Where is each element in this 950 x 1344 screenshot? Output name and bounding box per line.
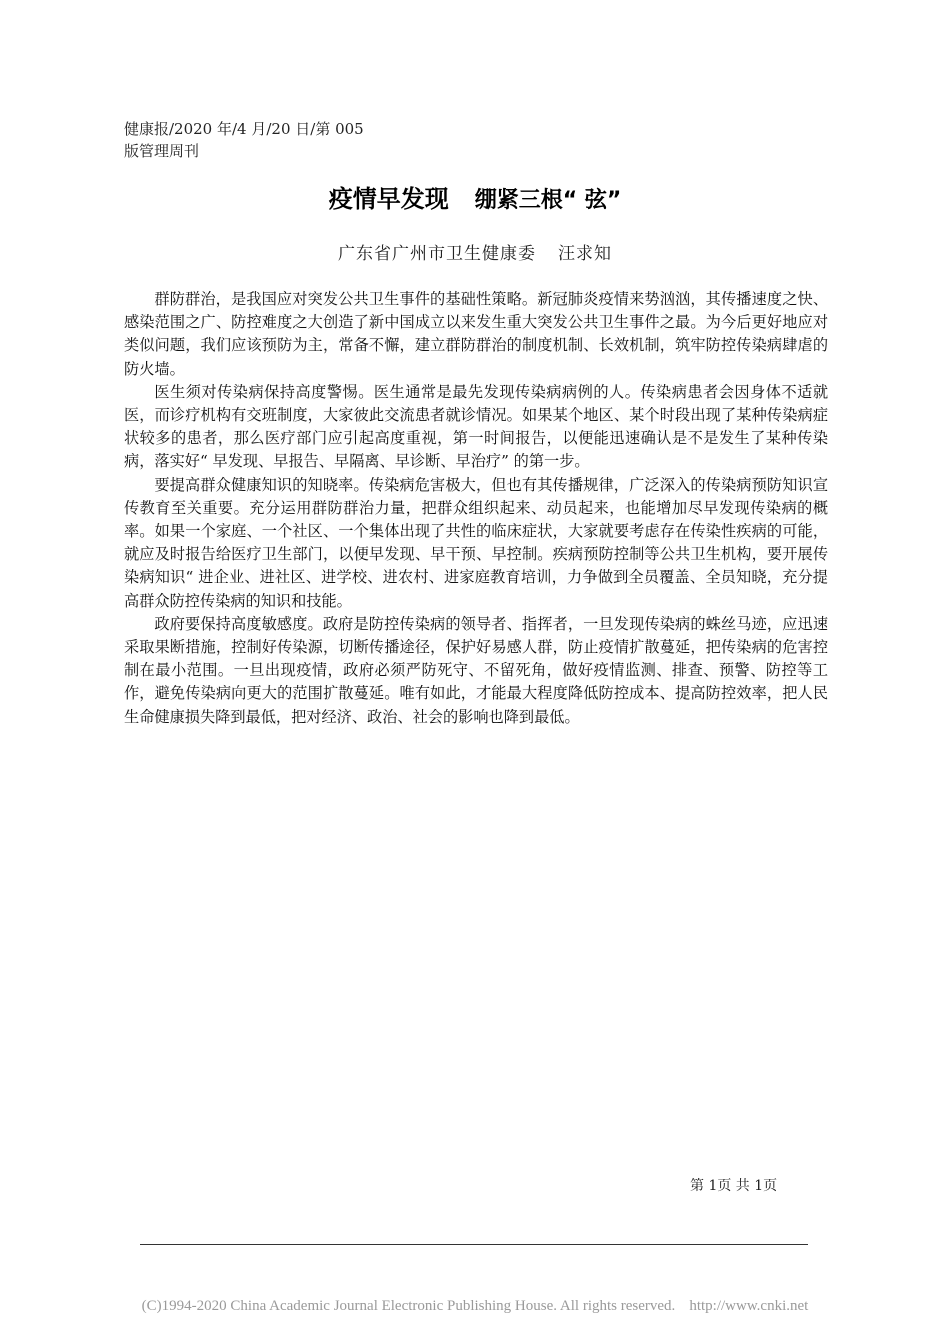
footer-url: http://www.cnki.net xyxy=(689,1298,809,1314)
article-body xyxy=(124,288,828,729)
page-indicator: 第 1页 共 1页 xyxy=(690,1178,778,1194)
author-org: 广东省广州市卫生健康委 xyxy=(338,244,536,264)
footer-divider xyxy=(140,1244,808,1245)
paragraph: 要提高群众健康知识的知晓率。传染病危害极大，但也有其传播规律，广泛深入的传染病预防知识宣传教育至关重要。充分运用群防群治力量，把群众组织起来、动员起来，也能增加尽早发现传染病的概率。如果一个家庭、一个社区、一个集体出现了共性的临床症状，大家就要考虑存在传染性疾病的可能，就应及时报告给医疗卫生部门，以便早发现、早干预、早控制。疾病预防控制等公共卫生机构，要开展传染病知识“ 进企业、进社区、进学校、进农村、进家庭教育培训，力争做到全员覆盖、全员知晓，充分提高群众防控传染病的知识和技能。 xyxy=(124,475,828,610)
article-title xyxy=(0,182,950,218)
author-line xyxy=(0,242,950,266)
source-line-2: 版管理周刊 xyxy=(124,142,200,160)
paragraph: 医生须对传染病保持高度警惕。医生通常是最先发现传染病病例的人。传染病患者会因身体不适就医，而诊疗机构有交班制度，大家彼此交流患者就诊情况。如果某个地区、某个时段出现了某种传染病症状较多的患者，那么医疗部门应引起高度重视，第一时间报告，以便能迅速确认是不是发生了某种传染病，落实好“ 早发现、早报告、早隔离、早诊断、早治疗” 的第一步。 xyxy=(124,382,828,471)
title-main: 疫情早发现 xyxy=(328,185,449,213)
copyright-footer xyxy=(0,1296,950,1316)
author-name: 汪求知 xyxy=(558,244,612,264)
paragraph: 政府要保持高度敏感度。政府是防控传染病的领导者、指挥者，一旦发现传染病的蛛丝马迹，应迅速采取果断措施，控制好传染源，切断传播途径，保护好易感人群，防止疫情扩散蔓延，把传染病的危害控制在最小范围。一旦出现疫情，政府必须严防死守、不留死角，做好疫情监测、排查、预警、防控等工作，避免传染病向更大的范围扩散蔓延。唯有如此，才能最大程度降低防控成本、提高防控效率，把人民生命健康损失降到最低，把对经济、政治、社会的影响也降到最低。 xyxy=(124,614,828,726)
paragraph: 群防群治，是我国应对突发公共卫生事件的基础性策略。新冠肺炎疫情来势汹汹，其传播速度之快、感染范围之广、防控难度之大创造了新中国成立以来发生重大突发公共卫生事件之最。为今后更好地应对类似问题，我们应该预防为主，常备不懈，建立群防群治的制度机制、长效机制，筑牢防控传染病肆虐的防火墙。 xyxy=(124,290,828,378)
source-info xyxy=(124,118,424,162)
copyright-text: (C)1994-2020 China Academic Journal Electronic Publishing House. All rights reserved. xyxy=(141,1298,676,1314)
title-sub: 绷紧三根“ 弦” xyxy=(474,188,622,213)
source-line-1: 健康报/2020 年/4 月/20 日/第 005 xyxy=(124,120,364,138)
